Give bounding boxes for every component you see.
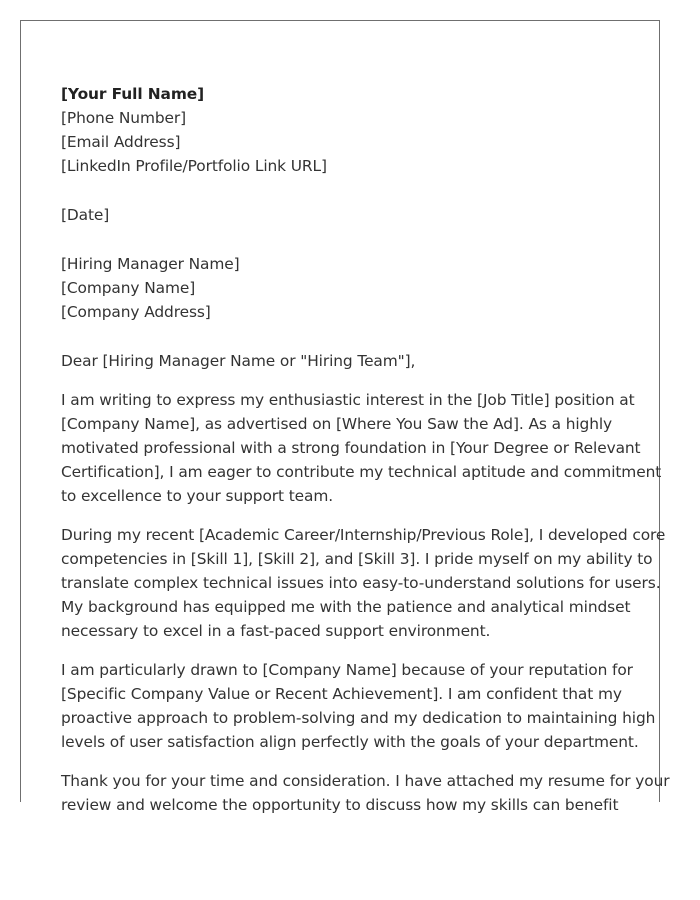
spacer xyxy=(61,508,633,523)
spacer xyxy=(61,178,633,203)
letter-content xyxy=(61,82,670,817)
spacer xyxy=(61,227,633,252)
recipient-block xyxy=(61,252,633,324)
paragraph-line: to excellence to your support team. xyxy=(61,487,334,505)
paragraph-line: I am writing to express my enthusiastic interest in the [Job Title] position at xyxy=(61,391,635,409)
full-name: [Your Full Name] xyxy=(61,85,205,103)
spacer xyxy=(61,643,633,658)
paragraph-line: levels of user satisfaction align perfectly with the goals of your department. xyxy=(61,733,639,751)
letter-date: [Date] xyxy=(61,206,110,224)
paragraph-line: My background has equipped me with the patience and analytical mindset xyxy=(61,598,631,616)
profile-link: [LinkedIn Profile/Portfolio Link URL] xyxy=(61,157,327,175)
contact-block xyxy=(61,82,633,178)
paragraph-line: review and welcome the opportunity to discuss how my skills can benefit xyxy=(61,796,619,814)
company-name: [Company Name] xyxy=(61,279,196,297)
paragraph-line: Thank you for your time and consideration. I have attached my resume for your xyxy=(61,772,670,790)
hiring-manager-name: [Hiring Manager Name] xyxy=(61,255,240,273)
spacer xyxy=(61,754,633,769)
paragraph-line: motivated professional with a strong foundation in [Your Degree or Relevant xyxy=(61,439,641,457)
paragraph-line: During my recent [Academic Career/Internship/Previous Role], I developed core xyxy=(61,526,666,544)
email-address: [Email Address] xyxy=(61,133,181,151)
paragraph-4 xyxy=(61,769,670,817)
phone-number: [Phone Number] xyxy=(61,109,187,127)
paragraph-line: necessary to excel in a fast-paced support environment. xyxy=(61,622,491,640)
paragraph-line: proactive approach to problem-solving and my dedication to maintaining high xyxy=(61,709,656,727)
salutation: Dear [Hiring Manager Name or "Hiring Team"], xyxy=(61,352,416,370)
spacer xyxy=(61,324,633,349)
spacer xyxy=(61,373,633,388)
paragraph-line: translate complex technical issues into easy-to-understand solutions for users. xyxy=(61,574,661,592)
letter-page xyxy=(20,20,670,814)
paragraph-3 xyxy=(61,658,656,754)
company-address: [Company Address] xyxy=(61,303,211,321)
paragraph-1 xyxy=(61,388,662,508)
paragraph-line: [Specific Company Value or Recent Achievement]. I am confident that my xyxy=(61,685,622,703)
paragraph-line: competencies in [Skill 1], [Skill 2], and [Skill 3]. I pride myself on my ability to xyxy=(61,550,653,568)
paragraph-2 xyxy=(61,523,666,643)
paragraph-line: [Company Name], as advertised on [Where You Saw the Ad]. As a highly xyxy=(61,415,613,433)
paragraph-line: Certification], I am eager to contribute my technical aptitude and commitment xyxy=(61,463,662,481)
paragraph-line: I am particularly drawn to [Company Name] because of your reputation for xyxy=(61,661,633,679)
